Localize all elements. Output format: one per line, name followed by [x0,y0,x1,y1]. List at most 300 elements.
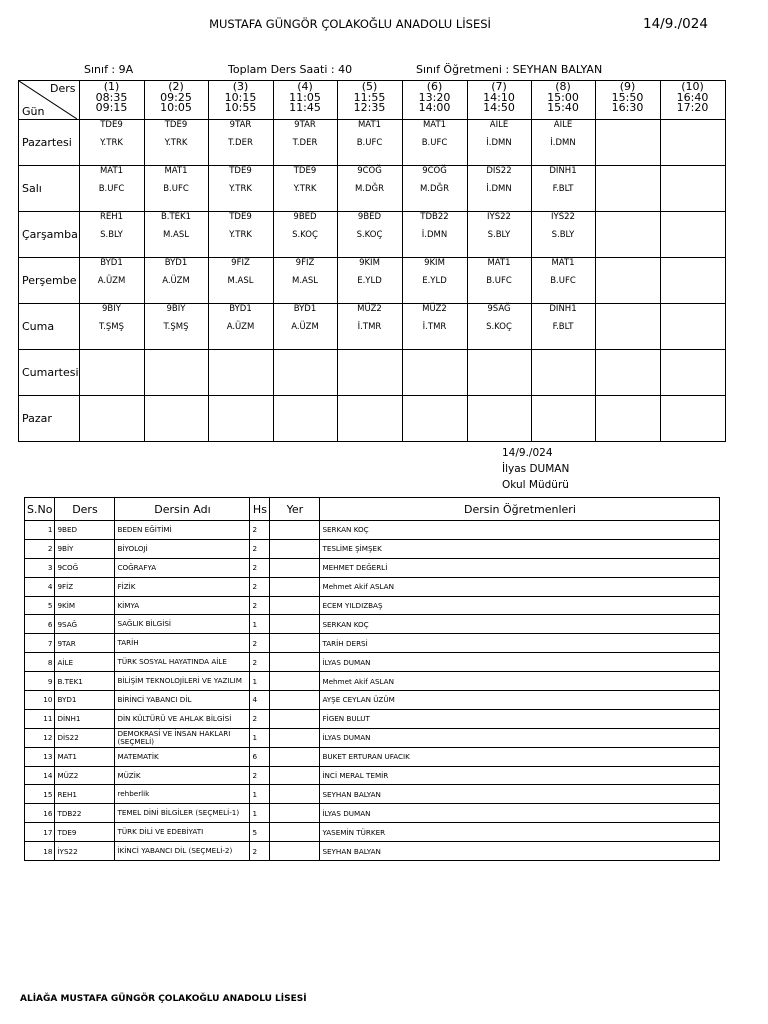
course-name: TÜRK DİLİ VE EDEBİYATI [115,823,250,842]
course-teacher: İNCİ MERAL TEMİR [320,766,720,785]
course-teacher: AYŞE CEYLAN ÜZÜM [320,691,720,710]
course-hours: 2 [250,653,270,672]
lesson-course-code: 9FİZ [295,258,315,268]
period-header [144,81,208,120]
day-name: Pazar [19,396,80,442]
lesson-teacher-code: E.YLD [357,275,382,286]
course-hours: 2 [250,842,270,861]
period-end: 11:45 [289,101,321,114]
principal-title: Okul Müdürü [502,479,569,491]
course-row [25,709,720,728]
lesson-teacher-code: İ.DMN [550,137,576,148]
lesson-cell [208,304,273,350]
lesson-teacher-code: S.KOÇ [356,229,383,240]
course-name: TEMEL DİNİ BİLGİLER (SEÇMELİ-1) [115,804,250,823]
course-hours: 1 [250,785,270,804]
course-no: 13 [25,747,55,766]
lesson-course-code: MAT1 [164,166,188,176]
lesson-cell [79,396,144,442]
period-header [402,81,467,120]
lesson-teacher-code: E.YLD [422,275,447,286]
lesson-cell [595,258,660,304]
lesson-teacher-code: S.KOÇ [486,321,512,332]
course-teacher: İLYAS DUMAN [320,804,720,823]
course-place [270,521,320,540]
lesson-teacher-code: B.UFC [550,275,576,286]
course-row [25,558,720,577]
lesson-teacher-code: F.BLT [552,321,574,332]
course-name: BİLİŞİM TEKNOLOJİLERİ VE YAZILIM [115,672,250,691]
lesson-course-code: MAT1 [551,258,575,268]
lesson-cell [208,350,273,396]
course-teacher: İLYAS DUMAN [320,728,720,747]
lesson-course-code: 9KİM [424,258,445,268]
lesson-cell [144,396,208,442]
course-place [270,596,320,615]
course-no: 16 [25,804,55,823]
period-no: (5) [361,80,378,93]
col-header-place: Yer [270,498,320,521]
course-name: BİRİNCİ YABANCI DİL [115,691,250,710]
signature-date: 14/9./024 [502,447,553,459]
lesson-teacher-code: S.BLY [100,229,123,240]
col-header-no: S.No [25,498,55,521]
course-code: 9FİZ [55,577,115,596]
lesson-course-code: 9TAR [229,120,252,130]
lesson-cell [337,120,402,166]
course-code: BYD1 [55,691,115,710]
lesson-course-code: İYS22 [551,212,575,222]
lesson-teacher-code: F.BLT [552,183,574,194]
lesson-teacher-code: İ.DMN [421,229,448,240]
lesson-teacher-code: T.ŞMŞ [163,321,189,332]
header-corner [19,81,80,120]
lesson-cell [273,166,337,212]
lesson-teacher-code: M.ASL [163,229,189,240]
lesson-teacher-code: T.DER [292,137,318,148]
course-teacher: İLYAS DUMAN [320,653,720,672]
course-place [270,804,320,823]
period-header [531,81,595,120]
school-title: MUSTAFA GÜNGÖR ÇOLAKOĞLU ANADOLU LİSESİ [209,17,491,31]
lesson-cell [467,396,531,442]
course-code: MÜZ2 [55,766,115,785]
lesson-teacher-code: S.KOÇ [292,229,318,240]
lesson-teacher-code: İ.TMR [422,321,447,332]
lesson-cell [402,212,467,258]
course-no: 18 [25,842,55,861]
lesson-teacher-code: A.ÜZM [226,321,255,332]
lesson-course-code: BYD1 [229,304,252,314]
lesson-cell [660,304,725,350]
lesson-course-code: MAT1 [99,166,124,176]
lesson-cell [595,350,660,396]
course-hours: 5 [250,823,270,842]
course-no: 4 [25,577,55,596]
lesson-cell [531,396,595,442]
class-teacher-label: Sınıf Öğretmeni : SEYHAN BALYAN [416,63,603,76]
course-no: 8 [25,653,55,672]
lesson-course-code: MAT1 [422,120,447,130]
period-end: 09:15 [95,101,128,114]
day-row [19,258,726,304]
course-hours: 2 [250,596,270,615]
course-place [270,634,320,653]
lesson-cell [467,350,531,396]
lesson-teacher-code: B.UFC [486,275,512,286]
course-teacher: TESLİME ŞİMŞEK [320,539,720,558]
lesson-course-code: 9BİY [102,304,121,314]
class-label: Sınıf : 9A [84,63,134,76]
course-hours: 2 [250,521,270,540]
col-header-name: Dersin Adı [115,498,250,521]
course-row [25,615,720,634]
course-name: DEMOKRASİ VE İNSAN HAKLARI (SEÇMELİ) [115,728,250,747]
course-name: rehberlik [115,785,250,804]
lesson-course-code: TDB22 [420,212,449,222]
period-end: 14:00 [418,101,451,114]
period-start: 11:05 [289,90,321,104]
course-code: 9SAĞ [55,615,115,634]
lesson-course-code: 9BİY [166,304,186,314]
course-teacher: Mehmet Akif ASLAN [320,672,720,691]
course-row [25,672,720,691]
print-date: 14/9./024 [643,16,708,32]
course-code: 9COĞ [55,558,115,577]
lesson-teacher-code: Y.TRK [164,137,188,148]
lesson-teacher-code: Y.TRK [100,137,123,148]
course-teacher: Mehmet Akif ASLAN [320,577,720,596]
lesson-cell [402,396,467,442]
course-name: MÜZİK [115,766,250,785]
day-row [19,396,726,442]
lesson-teacher-code: M.DĞR [354,183,385,194]
course-no: 7 [25,634,55,653]
day-row [19,120,726,166]
lesson-cell [273,258,337,304]
course-code: DİNH1 [55,709,115,728]
course-hours: 2 [250,634,270,653]
weekly-timetable [18,80,726,442]
course-code: B.TEK1 [55,672,115,691]
day-name: Salı [19,166,80,212]
period-start: 15:50 [611,90,644,104]
footer-school-name: ALİAĞA MUSTAFA GÜNGÖR ÇOLAKOĞLU ANADOLU LİSESİ [20,994,307,1004]
course-no: 1 [25,521,55,540]
lesson-teacher-code: B.UFC [356,137,383,148]
course-row [25,785,720,804]
course-place [270,842,320,861]
period-start: 11:55 [353,90,386,104]
course-teacher: SERKAN KOÇ [320,521,720,540]
period-header [660,81,725,120]
lesson-cell [660,350,725,396]
period-header [208,81,273,120]
course-row [25,728,720,747]
course-hours: 1 [250,672,270,691]
period-start: 10:15 [224,90,257,104]
lesson-cell [144,304,208,350]
lesson-cell [337,396,402,442]
course-code: DİS22 [55,728,115,747]
course-no: 2 [25,539,55,558]
lesson-cell [144,350,208,396]
lesson-cell [79,166,144,212]
period-no: (8) [555,80,571,93]
lesson-course-code: MAT1 [487,258,511,268]
course-no: 12 [25,728,55,747]
course-code: REH1 [55,785,115,804]
course-no: 3 [25,558,55,577]
course-hours: 2 [250,577,270,596]
course-row [25,653,720,672]
course-place [270,766,320,785]
course-place [270,823,320,842]
day-row [19,350,726,396]
total-hours-label: Toplam Ders Saati : 40 [228,63,353,76]
period-no: (7) [491,80,507,93]
period-no: (4) [297,80,313,93]
lesson-teacher-code: T.ŞMŞ [98,321,124,332]
principal-name: İlyas DUMAN [502,463,570,475]
lesson-cell [402,350,467,396]
lesson-course-code: 9TAR [294,120,316,130]
day-name: Çarşamba [19,212,80,258]
course-teacher: MEHMET DEĞERLİ [320,558,720,577]
lesson-course-code: DİNH1 [549,304,577,314]
course-no: 15 [25,785,55,804]
course-name: KİMYA [115,596,250,615]
course-name: DİN KÜLTÜRÜ VE AHLAK BİLGİSİ [115,709,250,728]
lesson-cell [467,166,531,212]
lesson-cell [531,212,595,258]
lesson-cell [273,350,337,396]
course-no: 9 [25,672,55,691]
lesson-course-code: TDE9 [164,120,188,130]
course-no: 6 [25,615,55,634]
lesson-cell [337,304,402,350]
lesson-course-code: 9FİZ [231,258,250,268]
course-place [270,709,320,728]
course-row [25,823,720,842]
lesson-course-code: TDE9 [293,166,317,176]
corner-label-gun: Gün [22,105,45,118]
course-no: 17 [25,823,55,842]
lesson-cell [531,304,595,350]
period-end: 15:40 [547,101,579,114]
lesson-course-code: DİNH1 [549,166,577,176]
period-header [273,81,337,120]
lesson-course-code: BYD1 [100,258,123,268]
lesson-teacher-code: M.ASL [292,275,318,286]
lesson-teacher-code: İ.TMR [357,321,382,332]
lesson-teacher-code: B.UFC [421,137,448,148]
lesson-cell [531,258,595,304]
lesson-cell [531,166,595,212]
col-header-hours: Hs [250,498,270,521]
course-row [25,539,720,558]
lesson-teacher-code: M.ASL [227,275,254,286]
course-place [270,785,320,804]
lesson-cell [273,120,337,166]
period-header [337,81,402,120]
course-hours: 1 [250,804,270,823]
period-no: (2) [168,80,184,93]
course-hours: 4 [250,691,270,710]
course-row [25,691,720,710]
period-start: 15:00 [547,90,579,104]
course-teacher: SEYHAN BALYAN [320,842,720,861]
lesson-teacher-code: Y.TRK [229,229,252,240]
course-teacher: ECEM YILDIZBAŞ [320,596,720,615]
period-no: (10) [681,80,704,93]
day-row [19,304,726,350]
corner-label-ders: Ders [50,82,76,95]
lesson-cell [531,350,595,396]
course-hours: 2 [250,766,270,785]
lesson-course-code: BYD1 [293,304,317,314]
course-place [270,728,320,747]
lesson-course-code: 9BED [357,212,382,222]
lesson-teacher-code: M.DĞR [419,183,450,194]
period-end: 10:05 [160,101,192,114]
lesson-cell [144,120,208,166]
course-teacher: YASEMİN TÜRKER [320,823,720,842]
lesson-teacher-code: B.UFC [98,183,125,194]
course-code: TDE9 [55,823,115,842]
day-row [19,212,726,258]
lesson-cell [660,166,725,212]
lesson-cell [79,350,144,396]
course-place [270,691,320,710]
lesson-cell [337,350,402,396]
lesson-cell [402,166,467,212]
course-place [270,558,320,577]
lesson-teacher-code: T.DER [228,137,253,148]
course-place [270,577,320,596]
period-start: 14:10 [483,90,515,104]
period-start: 13:20 [418,90,451,104]
course-hours: 6 [250,747,270,766]
period-end: 14:50 [483,101,515,114]
course-place [270,653,320,672]
lesson-cell [273,212,337,258]
lesson-cell [144,212,208,258]
course-name: İKİNCİ YABANCI DİL (SEÇMELİ-2) [115,842,250,861]
course-row [25,634,720,653]
lesson-course-code: TDE9 [100,120,123,130]
course-name: TARİH [115,634,250,653]
period-header [79,81,144,120]
lesson-course-code: REH1 [99,212,124,222]
course-teacher: BUKET ERTURAN UFACIK [320,747,720,766]
lesson-course-code: MAT1 [357,120,382,130]
lesson-cell [595,304,660,350]
course-no: 10 [25,691,55,710]
lesson-course-code: 9COĞ [357,166,382,176]
lesson-teacher-code: A.ÜZM [291,321,319,332]
lesson-course-code: MÜZ2 [422,304,447,314]
lesson-cell [595,396,660,442]
lesson-course-code: TDE9 [229,166,252,176]
lesson-course-code: AİLE [489,120,509,130]
period-start: 16:40 [676,90,709,104]
lesson-cell [273,396,337,442]
course-hours: 2 [250,539,270,558]
lesson-cell [144,166,208,212]
lesson-cell [467,212,531,258]
lesson-cell [467,304,531,350]
period-no: (6) [426,80,443,93]
lesson-cell [79,258,144,304]
lesson-cell [208,166,273,212]
period-start: 09:25 [160,90,192,104]
lesson-course-code: 9COĞ [422,166,447,176]
course-code: AİLE [55,653,115,672]
course-name: MATEMATİK [115,747,250,766]
lesson-cell [208,212,273,258]
course-place [270,747,320,766]
lesson-cell [79,304,144,350]
course-place [270,615,320,634]
course-place [270,539,320,558]
lesson-teacher-code: A.ÜZM [162,275,190,286]
course-teacher: FİGEN BULUT [320,709,720,728]
lesson-cell [337,212,402,258]
lesson-teacher-code: Y.TRK [293,183,317,194]
lesson-cell [660,396,725,442]
course-name: BİYOLOJİ [115,539,250,558]
lesson-course-code: 9BED [293,212,317,222]
course-code: 9TAR [55,634,115,653]
course-code: TDB22 [55,804,115,823]
course-teacher: SERKAN KOÇ [320,615,720,634]
course-name: FİZİK [115,577,250,596]
course-name: COĞRAFYA [115,558,250,577]
course-name: SAĞLIK BİLGİSİ [115,615,250,634]
lesson-teacher-code: İ.DMN [486,183,512,194]
lesson-course-code: MÜZ2 [357,304,382,314]
lesson-teacher-code: S.BLY [487,229,511,240]
course-code: 9KİM [55,596,115,615]
lesson-cell [402,258,467,304]
lesson-course-code: AİLE [553,120,573,130]
course-teacher: TARİH DERSİ [320,634,720,653]
lesson-cell [337,166,402,212]
course-teacher: SEYHAN BALYAN [320,785,720,804]
course-list-table [24,497,720,861]
lesson-teacher-code: A.ÜZM [97,275,126,286]
course-code: MAT1 [55,747,115,766]
day-name: Cumartesi [19,350,80,396]
period-no: (9) [619,80,636,93]
course-hours: 2 [250,709,270,728]
day-name: Pazartesi [19,120,80,166]
lesson-course-code: B.TEK1 [160,212,192,222]
period-no: (3) [232,80,249,93]
period-header [595,81,660,120]
day-row [19,166,726,212]
lesson-cell [208,258,273,304]
lesson-course-code: BYD1 [164,258,188,268]
course-code: İYS22 [55,842,115,861]
lesson-cell [402,120,467,166]
col-header-teachers: Dersin Öğretmenleri [320,498,720,521]
lesson-cell [337,258,402,304]
lesson-cell [531,120,595,166]
lesson-teacher-code: Y.TRK [229,183,252,194]
course-row [25,521,720,540]
